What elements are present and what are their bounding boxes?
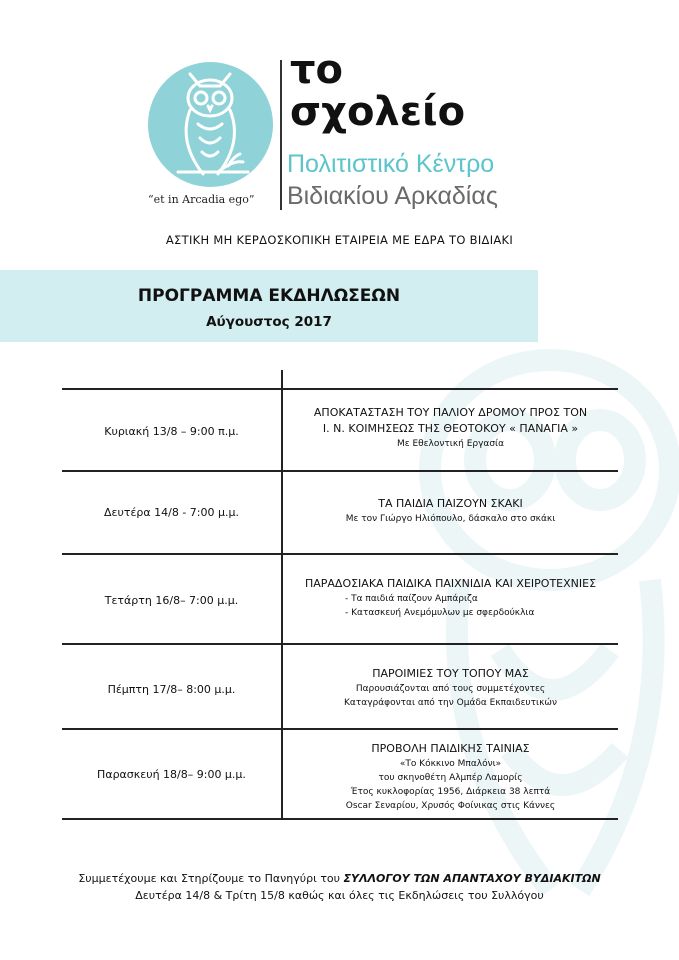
logo-divider [280, 60, 282, 210]
program-month: Αύγουστος 2017 [206, 314, 332, 330]
owl-icon [148, 62, 273, 187]
event-title: ΠΡΟΒΟΛΗ ΠΑΙΔΙΚΗΣ ΤΑΙΝΙΑΣ [371, 742, 530, 755]
footer-note [0, 870, 679, 904]
table-rule [62, 388, 618, 390]
event-date: Κυριακή 13/8 – 9:00 π.μ. [104, 425, 239, 438]
brand-line-1: το [290, 47, 344, 93]
event-date: Δευτέρα 14/8 - 7:00 μ.μ. [104, 506, 239, 519]
table-rule [62, 728, 618, 730]
event-line: Καταγράφονται από την Ομάδα Εκπαιδευτικών [344, 698, 557, 708]
event-details [283, 741, 618, 813]
event-details [283, 576, 618, 620]
event-details [283, 666, 618, 710]
event-title: ΤΑ ΠΑΙΔΙΑ ΠΑΙΖΟΥΝ ΣΚΑΚΙ [378, 497, 523, 510]
event-line: Έτος κυκλοφορίας 1956, Διάρκεια 38 λεπτά [350, 787, 551, 797]
table-rule [62, 643, 618, 645]
event-date: Παρασκευή 18/8– 9:00 μ.μ. [97, 768, 246, 781]
event-details [283, 405, 618, 451]
event-line: Παρουσιάζονται από τους συμμετέχοντες [355, 684, 546, 694]
program-title: ΠΡΟΓΡΑΜΜΑ ΕΚΔΗΛΩΣΕΩΝ [137, 286, 401, 306]
brand-line-3: Πολιτιστικό Κέντρο [287, 150, 495, 178]
event-date: Πέμπτη 17/8– 8:00 μ.μ. [107, 683, 236, 696]
event-title: ΑΠΟΚΑΤΑΣΤΑΣΗ ΤΟΥ ΠΑΛΙΟΥ ΔΡΟΜΟΥ ΠΡΟΣ ΤΟΝ [313, 406, 588, 419]
footer-line-1-text: Συμμετέχουμε και Στηρίζουμε το Πανηγύρι του [78, 872, 344, 885]
footer-line-2: Δευτέρα 14/8 & Τρίτη 15/8 καθώς και όλες τις Εκδηλώσεις του Συλλόγου [135, 889, 544, 902]
event-details [283, 496, 618, 526]
logo [148, 62, 273, 187]
brand-line-2: σχολείο [290, 89, 466, 135]
event-title: ΠΑΡΟΙΜΙΕΣ ΤΟΥ ΤΟΠΟΥ ΜΑΣ [372, 667, 529, 680]
event-line: του σκηνοθέτη Αλμπέρ Λαμορίς [378, 773, 523, 783]
motto: “et in Arcadia ego” [148, 193, 255, 206]
event-line: Με τον Γιώργο Ηλιόπουλο, δάσκαλο στο σκάκι [345, 514, 556, 524]
footer-association-name: ΣΥΛΛΟΓΟΥ ΤΩΝ ΑΠΑΝΤΑΧΟΥ ΒΥΔΙΑΚΙΤΩΝ [343, 872, 601, 885]
table-rule [62, 818, 618, 820]
event-bullet: - Τα παιδιά παίζουν Αμπάριζα [345, 594, 478, 604]
event-line: Oscar Σεναρίου, Χρυσός Φοίνικας στις Κάννες [345, 801, 556, 811]
event-bullet: - Κατασκευή Ανεμόμυλων με σφερδούκλια [345, 608, 535, 618]
program-band [0, 270, 538, 342]
event-line: «Το Κόκκινο Μπαλόνι» [399, 759, 502, 769]
event-title-cont: Ι. Ν. ΚΟΙΜΗΣΕΩΣ ΤΗΣ ΘΕΟΤΟΚΟΥ « ΠΑΝΑΓΙΑ » [322, 422, 579, 435]
table-rule [62, 470, 618, 472]
organization-subtitle: ΑΣΤΙΚΗ ΜΗ ΚΕΡΔΟΣΚΟΠΙΚΗ ΕΤΑΙΡΕΙΑ ΜΕ ΕΔΡΑ ΤΟ ΒΙΔΙΑΚΙ [165, 233, 514, 247]
footer-line-1 [0, 870, 679, 887]
brand-line-4: Βιδιακίου Αρκαδίας [287, 182, 498, 210]
event-line: Με Εθελοντική Εργασία [396, 439, 505, 449]
table-rule [62, 553, 618, 555]
event-title: ΠΑΡΑΔΟΣΙΑΚΑ ΠΑΙΔΙΚΑ ΠΑΙΧΝΙΔΙΑ ΚΑΙ ΧΕΙΡΟΤΕΧΝΙΕΣ [304, 577, 597, 590]
event-date: Τετάρτη 16/8– 7:00 μ.μ. [104, 594, 239, 607]
